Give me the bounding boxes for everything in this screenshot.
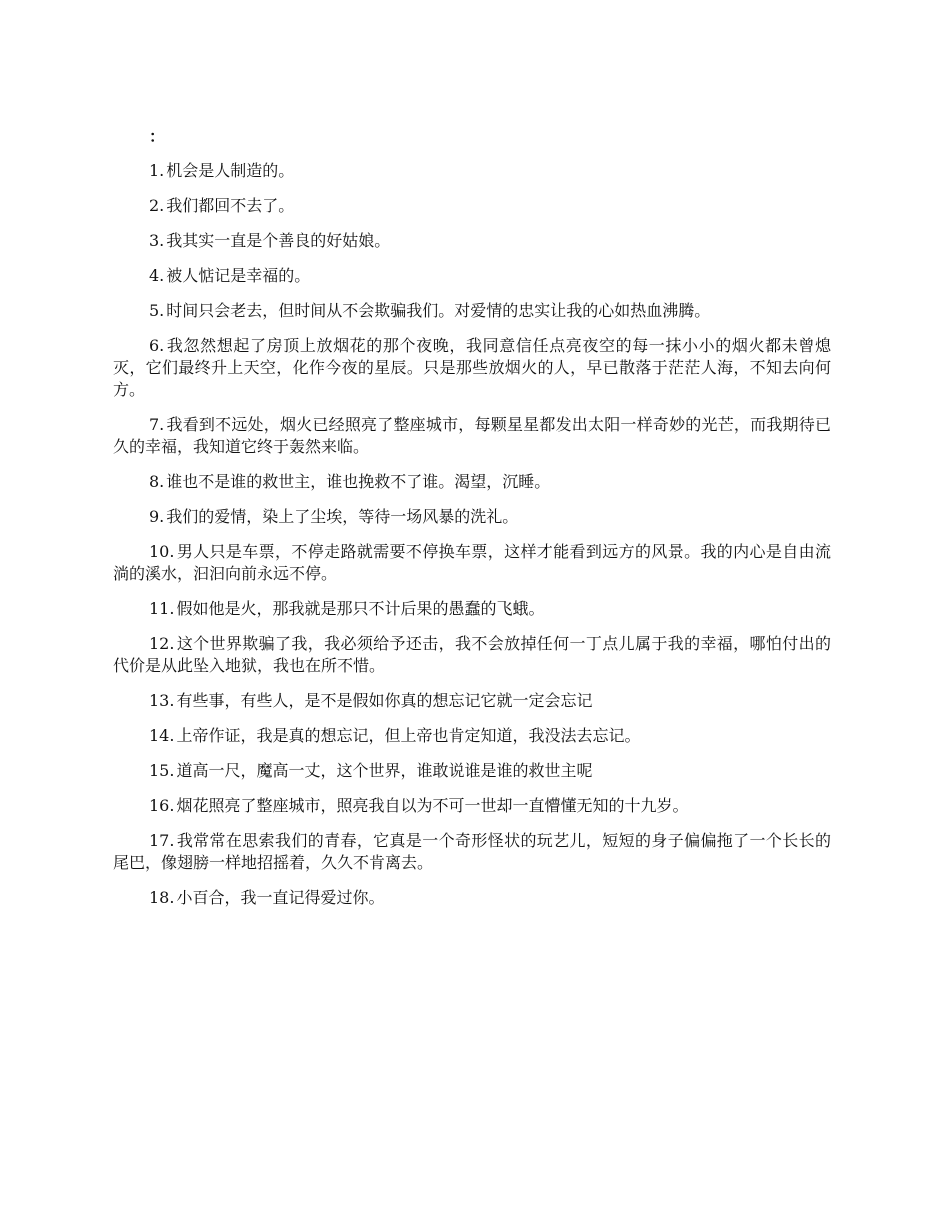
item-text: 上帝作证，我是真的想忘记，但上帝也肯定知道，我没法去忘记。: [176, 726, 641, 745]
item-text: 小百合，我一直记得爱过你。: [176, 888, 385, 907]
item-text: 我其实一直是个善良的好姑娘。: [166, 231, 391, 250]
item-text: 时间只会老去，但时间从不会欺骗我们。对爱情的忠实让我的心如热血沸腾。: [166, 301, 711, 320]
list-item: [113, 760, 831, 782]
item-number: 7.: [149, 415, 165, 434]
item-number: 8.: [149, 472, 165, 491]
item-text: 被人惦记是幸福的。: [166, 266, 311, 285]
item-text: 我看到不远处，烟火已经照亮了整座城市，每颗星星都发出太阳一样奇妙的光芒，而我期待已久的幸福，我知道它终于轰然来临。: [113, 415, 831, 456]
item-number: 9.: [149, 507, 165, 526]
list-item: [113, 830, 831, 874]
item-number: 18.: [149, 888, 175, 907]
list-item: [113, 725, 831, 747]
item-text: 这个世界欺骗了我，我必须给予还击，我不会放掉任何一丁点儿属于我的幸福，哪怕付出的代价是从此坠入地狱，我也在所不惜。: [113, 634, 831, 675]
list-item: [113, 690, 831, 712]
lead-colon: ：: [149, 127, 166, 146]
list-item: [113, 471, 831, 493]
list-item: [113, 541, 831, 585]
list-item: [113, 265, 831, 287]
list-item: [113, 414, 831, 458]
item-text: 我常常在思索我们的青春，它真是一个奇形怪状的玩艺儿，短短的身子偏偏拖了一个长长的尾巴，像翅膀一样地招摇着，久久不肯离去。: [113, 831, 831, 872]
item-number: 11.: [149, 599, 175, 618]
item-number: 1.: [149, 161, 165, 180]
item-number: 16.: [149, 796, 175, 815]
item-number: 13.: [149, 691, 175, 710]
item-text: 谁也不是谁的救世主，谁也挽救不了谁。渴望，沉睡。: [166, 472, 551, 491]
item-number: 10.: [149, 542, 175, 561]
item-number: 15.: [149, 761, 175, 780]
item-number: 5.: [149, 301, 165, 320]
list-item: [113, 230, 831, 252]
item-text: 有些事，有些人，是不是假如你真的想忘记它就一定会忘记: [176, 691, 593, 710]
item-number: 3.: [149, 231, 165, 250]
list-item: [113, 633, 831, 677]
item-text: 我们都回不去了。: [166, 196, 295, 215]
item-text: 道高一尺，魔高一丈，这个世界，谁敢说谁是谁的救世主呢: [176, 761, 593, 780]
item-text: 烟花照亮了整座城市，照亮我自以为不可一世却一直懵懂无知的十九岁。: [176, 796, 689, 815]
list-item: [113, 160, 831, 182]
item-text: 我忽然想起了房顶上放烟花的那个夜晚，我同意信任点亮夜空的每一抹小小的烟火都未曾熄灭，它们最终升上天空，化作今夜的星辰。只是那些放烟火的人，早已散落于茫茫人海，不知去向何方。: [113, 336, 831, 399]
list-item: [113, 195, 831, 217]
item-number: 17.: [149, 831, 175, 850]
item-number: 2.: [149, 196, 165, 215]
item-number: 4.: [149, 266, 165, 285]
list-item: [113, 300, 831, 322]
item-number: 6.: [149, 336, 165, 355]
list-item: [113, 887, 831, 909]
item-number: 12.: [149, 634, 175, 653]
document-body: [113, 126, 831, 922]
item-text: 男人只是车票，不停走路就需要不停换车票，这样才能看到远方的风景。我的内心是自由流淌的溪水，汩汩向前永远不停。: [113, 542, 831, 583]
item-text: 机会是人制造的。: [166, 161, 295, 180]
item-text: 我们的爱情，染上了尘埃，等待一场风暴的洗礼。: [166, 507, 519, 526]
list-item: [113, 335, 831, 401]
list-item: [113, 506, 831, 528]
item-number: 14.: [149, 726, 175, 745]
list-item: [113, 598, 831, 620]
list-item: [113, 795, 831, 817]
item-text: 假如他是火，那我就是那只不计后果的愚蠢的飞蛾。: [176, 599, 545, 618]
